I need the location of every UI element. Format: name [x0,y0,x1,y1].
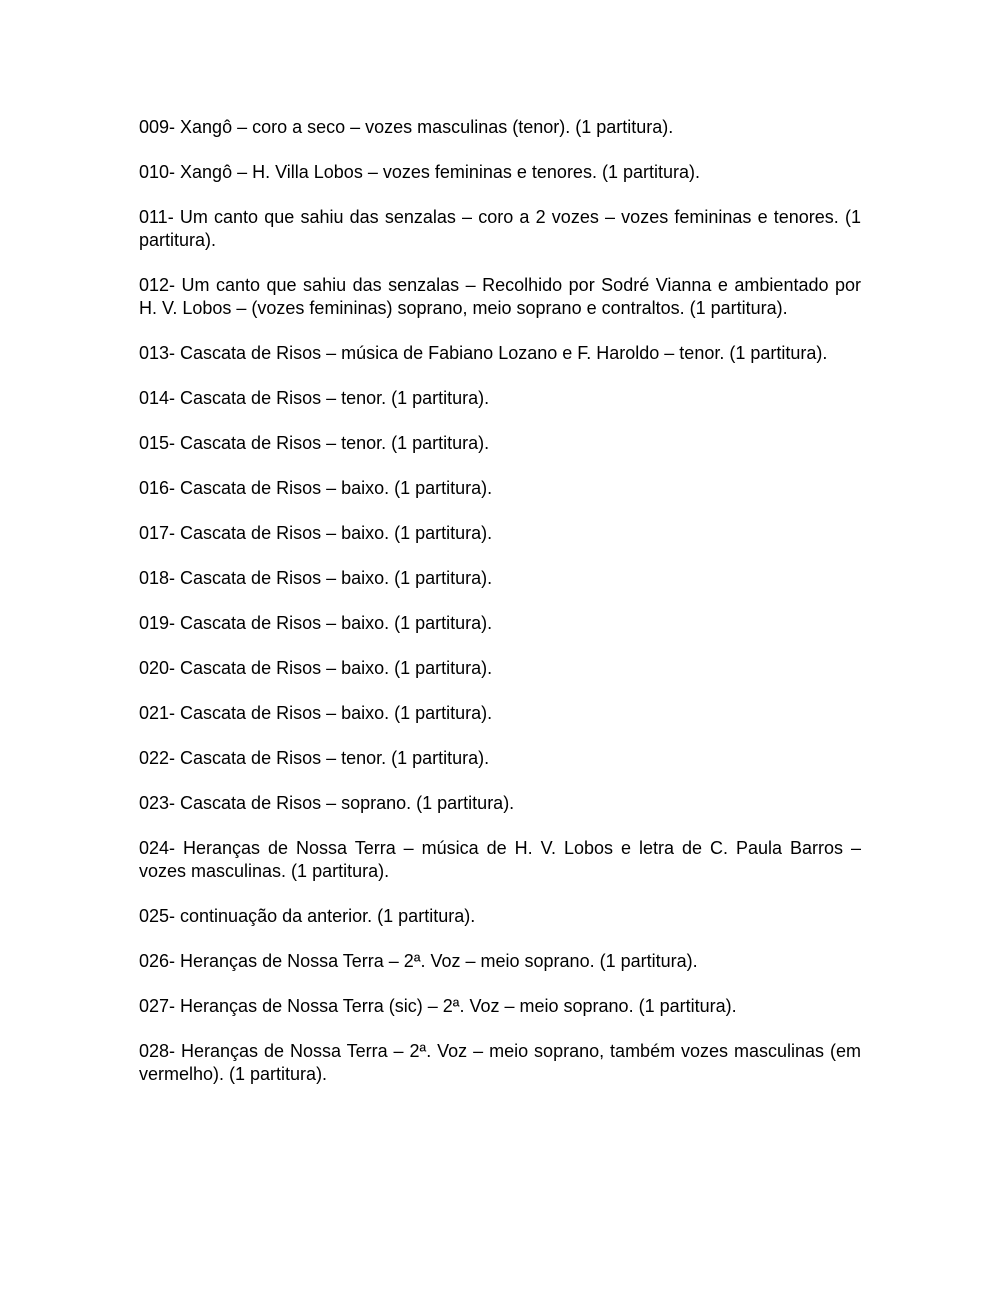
list-item: 023- Cascata de Risos – soprano. (1 partitura). [139,793,515,813]
list-item: 009- Xangô – coro a seco – vozes masculinas (tenor). (1 partitura). [139,117,674,137]
list-item: 021- Cascata de Risos – baixo. (1 partitura). [139,703,493,723]
list-item: 014- Cascata de Risos – tenor. (1 partitura). [139,388,490,408]
list-item: 015- Cascata de Risos – tenor. (1 partitura). [139,433,490,453]
list-item: 027- Heranças de Nossa Terra (sic) – 2ª. Voz – meio soprano. (1 partitura). [139,996,737,1016]
list-item: 026- Heranças de Nossa Terra – 2ª. Voz – meio soprano. (1 partitura). [139,951,698,971]
list-item: 012- Um canto que sahiu das senzalas – Recolhido por Sodré Vianna e ambientado por H. V. Lobos – (vozes femininas) soprano, meio soprano e contraltos. (1 partitura). [139,275,861,318]
list-item: 018- Cascata de Risos – baixo. (1 partitura). [139,568,493,588]
score-list [139,116,861,1108]
list-item: 017- Cascata de Risos – baixo. (1 partitura). [139,523,493,543]
list-item: 022- Cascata de Risos – tenor. (1 partitura). [139,748,490,768]
list-item: 010- Xangô – H. Villa Lobos – vozes femininas e tenores. (1 partitura). [139,162,700,182]
list-item: 024- Heranças de Nossa Terra – música de H. V. Lobos e letra de C. Paula Barros – vozes masculinas. (1 partitura). [139,838,861,881]
list-item: 019- Cascata de Risos – baixo. (1 partitura). [139,613,493,633]
list-item: 016- Cascata de Risos – baixo. (1 partitura). [139,478,493,498]
list-item: 020- Cascata de Risos – baixo. (1 partitura). [139,658,493,678]
list-item: 028- Heranças de Nossa Terra – 2ª. Voz – meio soprano, também vozes masculinas (em vermelho). (1 partitura). [139,1041,861,1084]
list-item: 013- Cascata de Risos – música de Fabiano Lozano e F. Haroldo – tenor. (1 partitura). [139,343,828,363]
list-item: 011- Um canto que sahiu das senzalas – coro a 2 vozes – vozes femininas e tenores. (1 partitura). [139,207,861,250]
list-item: 025- continuação da anterior. (1 partitura). [139,906,476,926]
